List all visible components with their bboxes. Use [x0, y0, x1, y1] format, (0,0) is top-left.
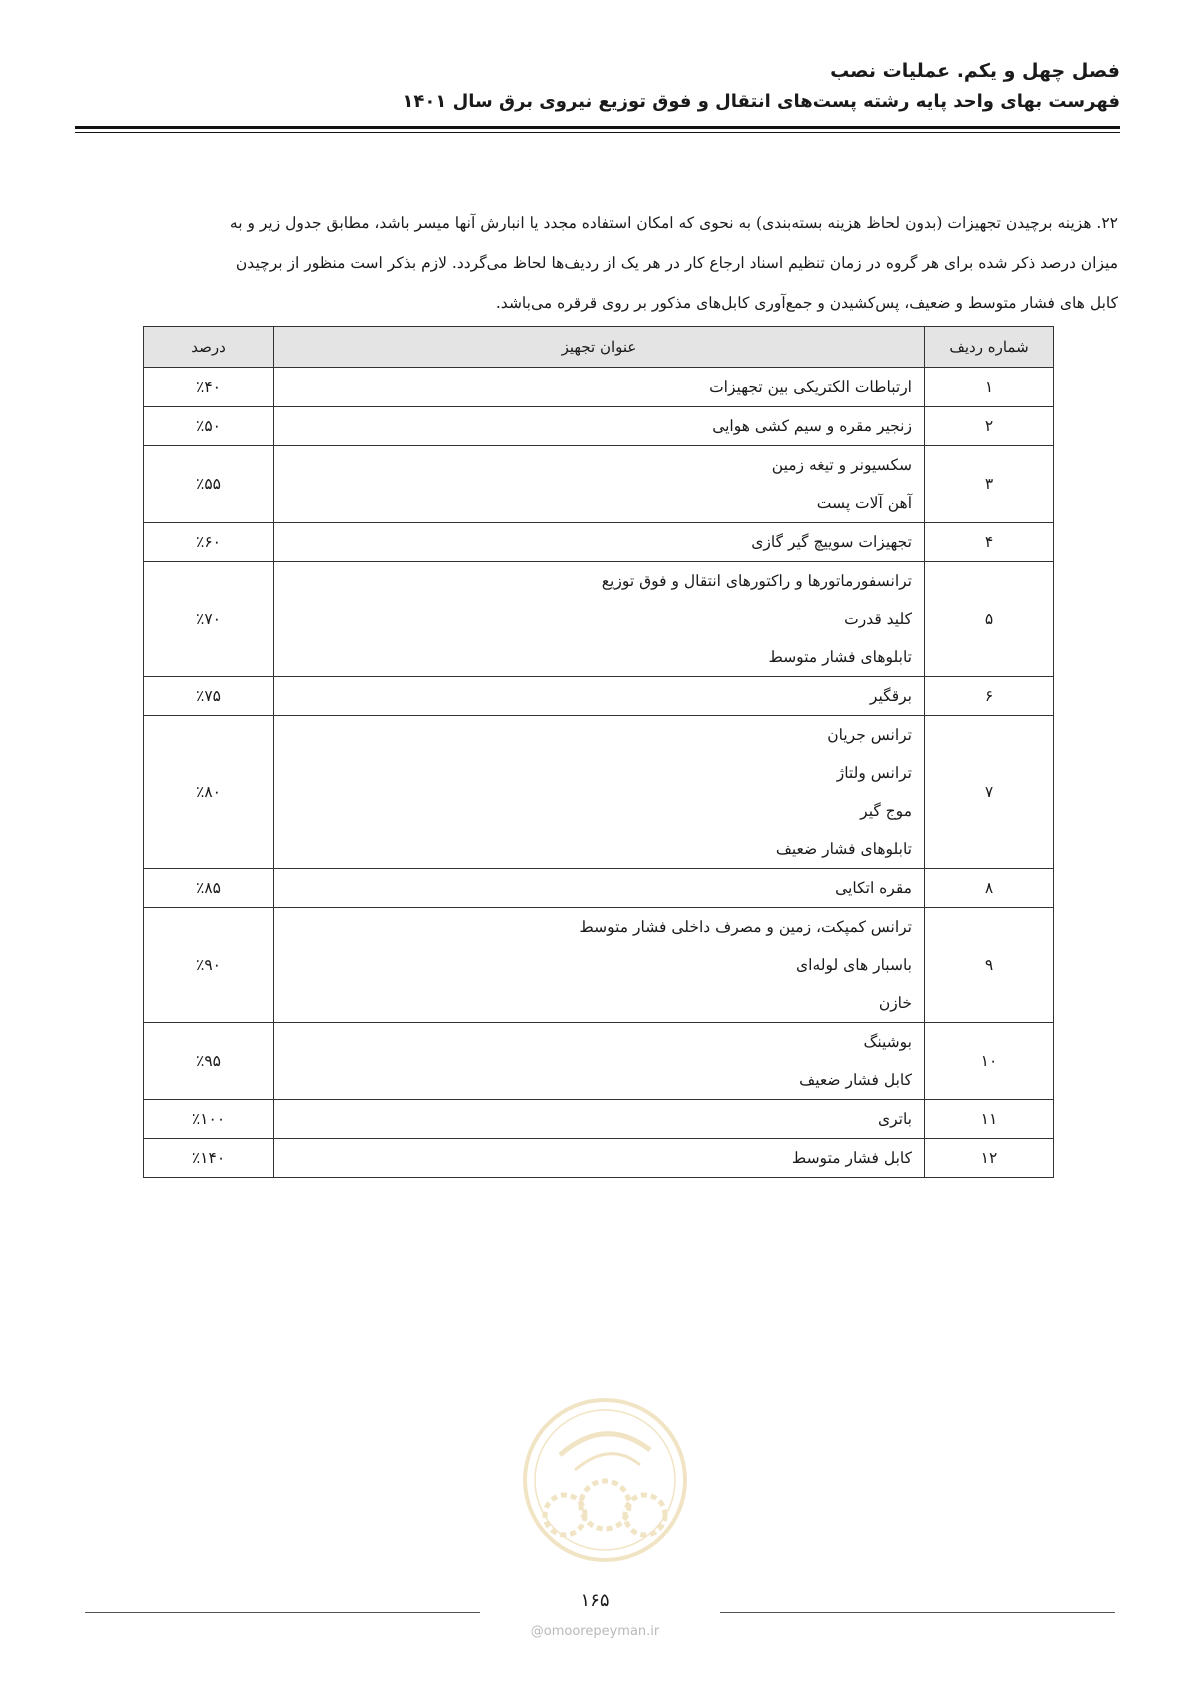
equipment-title-cell: [274, 523, 925, 562]
table-row: [144, 677, 1054, 716]
row-number-cell: ۲: [925, 407, 1054, 446]
equipment-item: خازن: [878, 994, 912, 1012]
percent-cell: ٪۹۵: [144, 1023, 274, 1100]
equipment-title-cell: [274, 1023, 925, 1100]
equipment-item: آهن آلات پست: [816, 494, 912, 512]
equipment-item: تابلوهای فشار متوسط: [768, 648, 912, 666]
header-rule-thick: [75, 126, 1120, 129]
equipment-item: ترانس کمپکت، زمین و مصرف داخلی فشار متوسط: [579, 918, 912, 936]
equipment-item: کابل فشار متوسط: [791, 1149, 912, 1167]
percent-cell: ٪۵۰: [144, 407, 274, 446]
equipment-item: بوشینگ: [863, 1033, 912, 1051]
header-row-number: شماره ردیف: [925, 327, 1054, 368]
footer-rule-right: [720, 1612, 1115, 1613]
paragraph-line-2: میزان درصد ذکر شده برای هر گروه در زمان تنظیم اسناد ارجاع کار در هر یک از ردیف‌ها لحاظ می‌گردد. لازم بذکر است منظور از برچیدن: [235, 254, 1118, 272]
equipment-title-cell: [274, 368, 925, 407]
equipment-item: تابلوهای فشار ضعیف: [775, 840, 912, 858]
table-row: [144, 908, 1054, 1023]
row-number-cell: ۳: [925, 446, 1054, 523]
percent-cell: ٪۱۴۰: [144, 1139, 274, 1178]
header-equipment-title: عنوان تجهیز: [274, 327, 925, 368]
percent-cell: ٪۶۰: [144, 523, 274, 562]
percent-cell: ٪۷۵: [144, 677, 274, 716]
equipment-item: ترانس ولتاژ: [836, 764, 912, 782]
chapter-title: فصل چهل و یکم. عملیات نصب: [830, 60, 1120, 82]
page-header: [70, 55, 1120, 117]
percent-cell: ٪۴۰: [144, 368, 274, 407]
table-row: [144, 1023, 1054, 1100]
row-number-cell: ۵: [925, 562, 1054, 677]
percent-cell: ٪۸۵: [144, 869, 274, 908]
table-row: [144, 523, 1054, 562]
row-number-cell: ۱۲: [925, 1139, 1054, 1178]
page-number: ۱۶۵: [580, 1590, 610, 1611]
table-row: [144, 869, 1054, 908]
footer-rule-left: [85, 1612, 480, 1613]
equipment-item: کابل فشار ضعیف: [799, 1071, 912, 1089]
equipment-title-cell: [274, 1139, 925, 1178]
equipment-item: برقگیر: [869, 687, 912, 705]
equipment-title-cell: [274, 677, 925, 716]
equipment-item: مقره اتکایی: [835, 879, 912, 897]
equipment-percent-table: [143, 326, 1054, 1178]
percent-cell: ٪۷۰: [144, 562, 274, 677]
percent-cell: ٪۸۰: [144, 716, 274, 869]
table-row: [144, 1100, 1054, 1139]
equipment-item: موج گیر: [860, 802, 912, 820]
table-row: [144, 368, 1054, 407]
table-header-row: [144, 327, 1054, 368]
table-row: [144, 562, 1054, 677]
equipment-item: سکسیونر و تیغه زمین: [771, 456, 912, 474]
row-number-cell: ۱۰: [925, 1023, 1054, 1100]
table-row: [144, 446, 1054, 523]
equipment-title-cell: [274, 446, 925, 523]
equipment-item: کلید قدرت: [844, 610, 912, 628]
header-percent: درصد: [144, 327, 274, 368]
document-title: فهرست بهای واحد پایه رشته پست‌های انتقال و فوق توزیع نیروی برق سال ۱۴۰۱: [402, 91, 1120, 112]
table-row: [144, 716, 1054, 869]
equipment-item: باتری: [877, 1110, 912, 1128]
paragraph-line-3: کابل های فشار متوسط و ضعیف، پس‌کشیدن و جمع‌آوری کابل‌های مذکور بر روی قرقره می‌باشد.: [495, 294, 1118, 312]
equipment-title-cell: [274, 716, 925, 869]
equipment-item: تجهیزات سوییچ گیر گازی: [751, 533, 912, 551]
table-row: [144, 407, 1054, 446]
percent-cell: ٪۹۰: [144, 908, 274, 1023]
equipment-item: زنجیر مقره و سیم کشی هوایی: [712, 417, 912, 435]
equipment-title-cell: [274, 1100, 925, 1139]
row-number-cell: ۷: [925, 716, 1054, 869]
watermark-site-text: @omoorepeyman.ir: [530, 1624, 660, 1639]
equipment-item: ارتباطات الکتریکی بین تجهیزات: [709, 378, 912, 396]
equipment-item: ترانسفورماتورها و راکتورهای انتقال و فوق توزیع: [601, 572, 912, 590]
equipment-title-cell: [274, 869, 925, 908]
percent-cell: ٪۱۰۰: [144, 1100, 274, 1139]
table-row: [144, 1139, 1054, 1178]
row-number-cell: ۱۱: [925, 1100, 1054, 1139]
header-rule-thin: [75, 132, 1120, 133]
row-number-cell: ۶: [925, 677, 1054, 716]
row-number-cell: ۹: [925, 908, 1054, 1023]
row-number-cell: ۸: [925, 869, 1054, 908]
equipment-title-cell: [274, 908, 925, 1023]
table-body: [144, 368, 1054, 1178]
equipment-item: باسبار های لوله‌ای: [796, 956, 912, 974]
percent-cell: ٪۵۵: [144, 446, 274, 523]
paragraph-line-1: ۲۲. هزینه برچیدن تجهیزات (بدون لحاظ هزینه بسته‌بندی) به نحوی که امکان استفاده مجدد یا انبارش آنها میسر باشد، مطابق جدول زیر و به: [229, 214, 1118, 232]
clause-paragraph: [82, 203, 1118, 323]
equipment-title-cell: [274, 562, 925, 677]
omoore-peyman-logo-watermark: [520, 1395, 690, 1565]
row-number-cell: ۱: [925, 368, 1054, 407]
row-number-cell: ۴: [925, 523, 1054, 562]
equipment-item: ترانس جریان: [827, 726, 912, 744]
equipment-title-cell: [274, 407, 925, 446]
